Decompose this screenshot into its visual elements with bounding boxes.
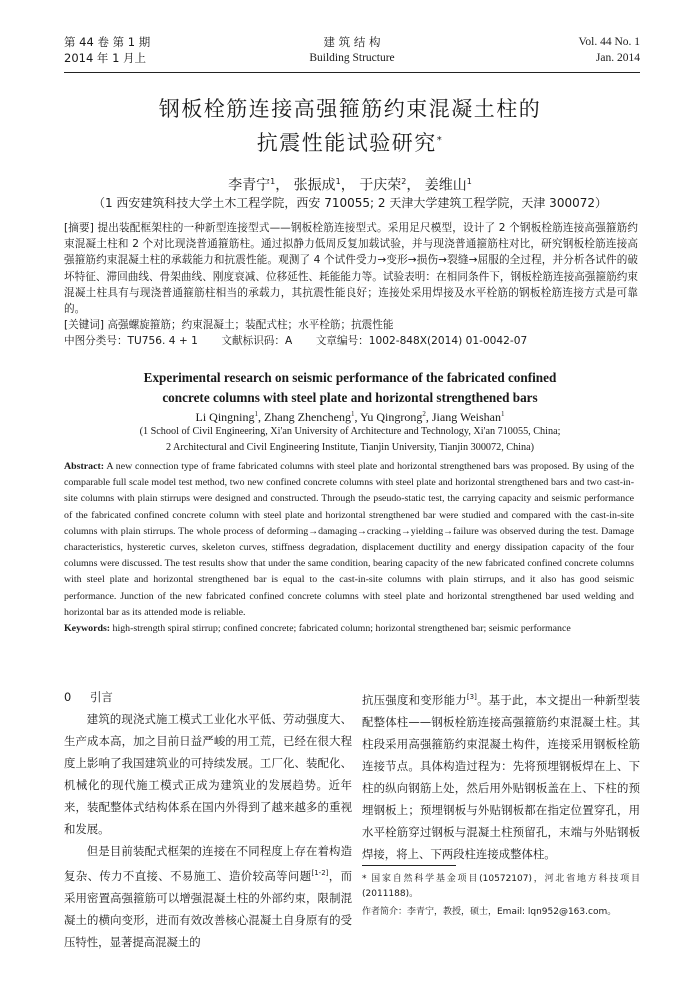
paragraph-text: 。基于此，本文提出一种新型装配整体柱——钢板栓筋连接高强箍筋约束混凝土柱。其柱段采用高强箍筋约束混凝土构件，连接采用钢板栓筋连接节点。具体构造过程为：先将预埋钢板焊在上、下柱的纵向钢筋上处，然后用外贴钢板盖在上、下柱的预埋钢板上；预埋钢板与外贴钢板都在指定位置穿孔，用水平栓筋穿过钢板与混凝土柱预留孔，末端与外贴钢板焊接，将上、下两段柱连接成整体柱。	[362, 692, 640, 861]
author-name-en: Jiang Weishan	[431, 410, 501, 424]
issue-date-en: Jan. 2014	[595, 52, 640, 64]
english-title-line-1: Experimental research on seismic performance of the fabricated confined	[143, 370, 557, 385]
author-name: 张振成	[293, 177, 336, 194]
funding-footnote: * 国家自然科学基金项目(10572107)，河北省地方科技项目(2011188)。	[362, 874, 640, 899]
citation: [1-2]	[311, 869, 329, 877]
author-name-en: Li Qingning	[195, 410, 255, 424]
english-title-line-2: concrete columns with steel plate and horizontal strengthened bars	[162, 390, 538, 405]
english-affiliation-2: 2 Architectural and Civil Engineering Institute, Tianjin University, Tianjin 300072, China)	[165, 442, 535, 453]
abstract-label: [摘要]	[64, 222, 94, 234]
title-footnote-mark: *	[436, 135, 444, 146]
english-keywords-text: high-strength spiral stirrup; confined concrete; fabricated column; horizontal strengthened bar; seismic performance	[112, 623, 571, 635]
citation: [3]	[466, 693, 477, 701]
volume-issue-en: Vol. 44 No. 1	[578, 36, 640, 48]
journal-name-en: Building Structure	[309, 52, 395, 64]
paragraph: 建筑的现浇式施工模式工业化水平低、劳动强度大、生产成本高，加之目前日益严峻的用工荒，已经在很大程度上影响了我国建筑业的可持续发展。工厂化、装配化、机械化的现代施工模式正成为建筑业的发展趋势。近年来，装配整体式结构体系在国内外得到了越来越多的重视和发展。	[64, 712, 352, 836]
author-name: 于庆荣	[359, 177, 402, 194]
section-title: 引言	[90, 690, 113, 704]
author-affiliation-mark: 1	[466, 177, 472, 186]
body-right-column	[362, 686, 640, 865]
author-affiliations: （1 西安建筑科技大学土木工程学院，西安 710055; 2 天津大学建筑工程学院，天津 300072）	[92, 196, 607, 210]
issue-date-cn: 2014 年 1 月上	[64, 51, 147, 65]
author-affiliation-mark: 1	[350, 410, 355, 418]
author-affiliation-mark: 1	[501, 410, 505, 418]
author-list	[60, 172, 640, 196]
footnote-rule	[362, 865, 456, 866]
author-separator: ，	[406, 177, 421, 194]
author-affiliation-mark: 2	[422, 410, 426, 418]
author-affiliation-mark: 1	[335, 177, 341, 186]
document-code: 文献标识码：A	[221, 335, 293, 348]
english-keywords-label: Keywords:	[64, 623, 111, 635]
paragraph	[362, 686, 640, 865]
author-affiliation-mark: 1	[270, 177, 276, 186]
title-line-1: 钢板栓筋连接高强箍筋约束混凝土柱的	[158, 97, 542, 121]
author-name: 李青宁	[228, 177, 271, 194]
section-heading	[64, 686, 352, 708]
paragraph	[64, 840, 352, 953]
author-separator: ，	[340, 177, 355, 194]
body-left-column	[64, 686, 352, 953]
english-author-list: Li Qingning$^1$, Zhang Zhencheng$^1$, Yu Qingrong$^2$, Jiang Weishan$^1$	[195, 410, 505, 424]
abstract-text: 提出装配框架柱的一种新型连接型式——钢板栓筋连接型式。采用足尺模型，设计了 2 个钢板栓筋连接高强箍筋约束混凝土柱和 2 个对比现浇普通箍筋柱。通过拟静力低周反复加载试验，并与现浇普通箍筋柱对比，研究钢板栓筋连接高强箍筋约束混凝土柱的承载能力和抗震性能。观测了 4 个试件受力→变形→损伤→裂缝→屈服的全过程，并分析各试件的破坏特征、滞回曲线、骨架曲线、刚度衰减、位移延性、耗能能力等。试验表明：在相同条件下，钢板栓筋连接高强箍筋约束混凝土柱具有与现浇普通箍筋柱相当的承载力，其抗震性能良好；连接处采用焊接及水平栓筋的钢板栓筋连接方式是可靠的。	[64, 222, 638, 316]
author-bio-footnote: 作者简介：李青宁，教授，硕士，Email: lqn952@163.com。	[362, 907, 617, 917]
volume-issue: 第 44 卷 第 1 期	[64, 35, 151, 49]
author-name-en: Yu Qingrong	[360, 410, 423, 424]
classification-code: 中图分类号：TU756. 4 + 1	[64, 335, 198, 348]
author-name: 姜维山	[424, 177, 467, 194]
paragraph-text: 但是目前装配式框架的连接在不同程度上存在着构造复杂、传力不直接、不易施工、造价较高等问题	[64, 844, 352, 883]
author-affiliation-mark: 1	[254, 410, 258, 418]
title-line-2: 抗震性能试验研究	[256, 131, 437, 155]
article-number: 文章编号：1002-848X(2014) 01-0042-07	[315, 335, 528, 348]
english-abstract	[64, 459, 634, 637]
keywords-label: [关键词]	[64, 319, 105, 332]
section-number: 0	[64, 690, 72, 704]
author-affiliation-mark: 2	[401, 177, 407, 186]
paragraph-text: 抗压强度和变形能力	[362, 692, 467, 707]
author-separator: ，	[275, 177, 290, 194]
paragraph-text: ，而采用密置高强箍筋可以增强混凝土柱的外部约束，限制混凝土的横向变形，进而有效改善核心混凝土自身原有的受压特性，显著提高混凝土的	[64, 868, 352, 949]
english-affiliation-1: (1 School of Civil Engineering, Xi'an University of Architecture and Technology, Xi'an 710055, China;	[139, 426, 561, 437]
author-name-en: Zhang Zhencheng	[263, 410, 351, 424]
chinese-abstract	[64, 220, 638, 350]
running-header	[64, 34, 640, 68]
english-affiliations	[60, 424, 640, 456]
english-title	[60, 368, 640, 408]
journal-name	[64, 34, 640, 66]
keywords-text: 高强螺旋箍筋；约束混凝土；装配式柱；水平栓筋；抗震性能	[107, 319, 394, 332]
journal-issue-en	[579, 34, 640, 66]
english-abstract-label: Abstract:	[64, 461, 105, 472]
journal-name-cn: 建 筑 结 构	[323, 35, 381, 49]
paper-title	[60, 92, 640, 160]
english-abstract-text: A new connection type of frame fabricated columns with steel plate and horizontal strengthened bars was proposed. By using of the comparable full scale model test method, two new confined concrete columns with steel plate and horizontal strengthened bars and two cast-in-site columns with plain stirrups were designed and constructed. Through the pseudo-static test, the carrying capacity and seismic performance of the fabricated confined concrete column with steel plate and horizontal strengthened bar were studied and compared with the cast-in-site columns with plain stirrups. The whole process of deforming→damaging→cracking→yielding→failure was observed during the test. Damage characteristics, hysteretic curves, skeleton curves, stiffness degradation, displacement ductility and energy dissipation capacity of the four columns were discussed. The test results show that under the same condition, bearing capacity of the new fabricated confined concrete columns with steel plate and horizontal strengthened bar is equal to the cast-in-site columns with plain stirrups, and it also has good seismic performance. Junction of the new fabricated confined concrete columns with steel plate and horizontal strengthened bar used welding and horizontal bar as its attended mode is reliable.	[64, 461, 634, 618]
header-rule	[64, 72, 640, 73]
